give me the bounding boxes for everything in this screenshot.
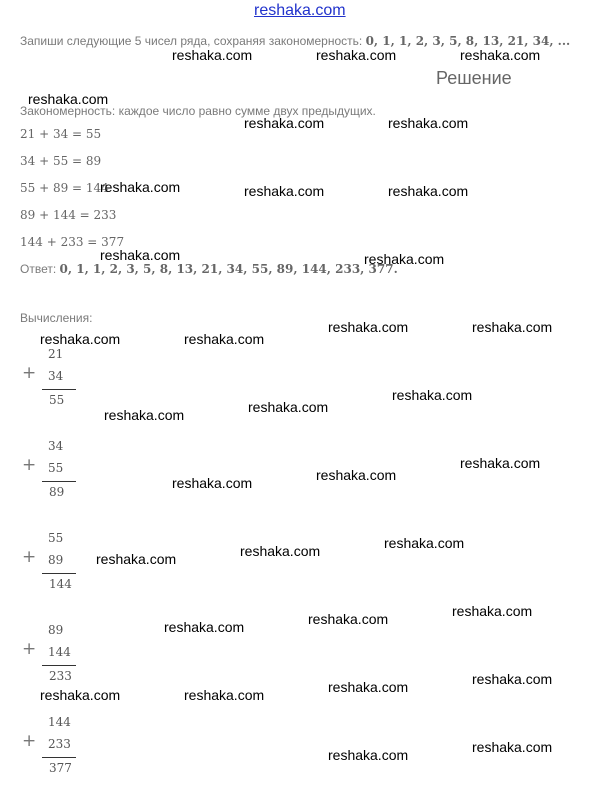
equation-5: 144 + 233 = 377 [20,235,125,249]
watermark: reshaka.com [316,47,397,63]
sum-line [42,389,76,390]
watermark: reshaka.com [96,551,177,567]
equation-3: 55 + 89 = 144 [20,181,109,195]
sum-line [42,665,76,666]
watermark: reshaka.com [388,115,469,131]
task-text: Запиши следующие 5 чисел ряда, сохраняя закономерность: [20,34,366,48]
watermark: reshaka.com [472,671,553,687]
sum: 89 [49,485,65,499]
sum: 55 [49,393,65,407]
plus-sign: + [22,363,37,383]
column-addition-1 [22,347,82,427]
column-addition-5 [22,715,82,795]
watermark: reshaka.com [172,47,253,63]
addend-1: 144 [48,715,71,729]
watermark: reshaka.com [244,183,325,199]
plus-sign: + [22,731,37,751]
addend-2: 144 [48,645,71,659]
watermark: reshaka.com [244,115,325,131]
column-addition-2 [22,439,82,519]
watermark: reshaka.com [28,91,109,107]
watermark: reshaka.com [248,399,329,415]
addend-2: 233 [48,737,71,751]
watermark: reshaka.com [240,543,321,559]
watermark: reshaka.com [460,455,541,471]
watermark: reshaka.com [40,687,121,703]
watermark: reshaka.com [460,47,541,63]
watermark: reshaka.com [172,475,253,491]
watermark: reshaka.com [184,331,265,347]
watermark: reshaka.com [384,535,465,551]
watermark: reshaka.com [104,407,185,423]
addend-1: 55 [48,531,64,545]
site-header-link[interactable]: reshaka.com [254,2,346,19]
equation-2: 34 + 55 = 89 [20,154,102,168]
addend-1: 21 [48,347,64,361]
watermark: reshaka.com [184,687,265,703]
watermark: reshaka.com [308,611,389,627]
watermark: reshaka.com [392,387,473,403]
watermark: reshaka.com [100,179,181,195]
plus-sign: + [22,455,37,475]
addend-2: 55 [48,461,64,475]
watermark: reshaka.com [164,619,245,635]
addend-1: 34 [48,439,64,453]
equation-4: 89 + 144 = 233 [20,208,117,222]
watermark: reshaka.com [328,679,409,695]
plus-sign: + [22,639,37,659]
task-statement [20,34,570,48]
addend-2: 89 [48,553,64,567]
sum-line [42,573,76,574]
addend-1: 89 [48,623,64,637]
solution-heading: Решение [436,68,512,88]
sum: 233 [49,669,72,683]
addend-2: 34 [48,369,64,383]
sum: 144 [49,577,72,591]
sum-line [42,481,76,482]
sum: 377 [49,761,72,775]
watermark: reshaka.com [388,183,469,199]
watermark: reshaka.com [328,747,409,763]
answer-line [20,262,398,276]
watermark: reshaka.com [364,251,445,267]
calculations-heading: Вычисления: [20,311,93,325]
task-sequence: 0, 1, 1, 2, 3, 5, 8, 13, 21, 34, ... [365,34,571,48]
watermark: reshaka.com [40,331,121,347]
watermark: reshaka.com [328,319,409,335]
watermark: reshaka.com [472,739,553,755]
answer-label: Ответ: [20,262,60,276]
watermark: reshaka.com [452,603,533,619]
plus-sign: + [22,547,37,567]
watermark: reshaka.com [100,247,181,263]
answer-sequence: 0, 1, 1, 2, 3, 5, 8, 13, 21, 34, 55, 89, 144, 233, 377. [59,262,398,276]
watermark: reshaka.com [316,467,397,483]
watermark: reshaka.com [472,319,553,335]
equation-1: 21 + 34 = 55 [20,127,102,141]
pattern-rule: Закономерность: каждое число равно сумме двух предыдущих. [20,104,376,118]
sum-line [42,757,76,758]
column-addition-3 [22,531,82,611]
